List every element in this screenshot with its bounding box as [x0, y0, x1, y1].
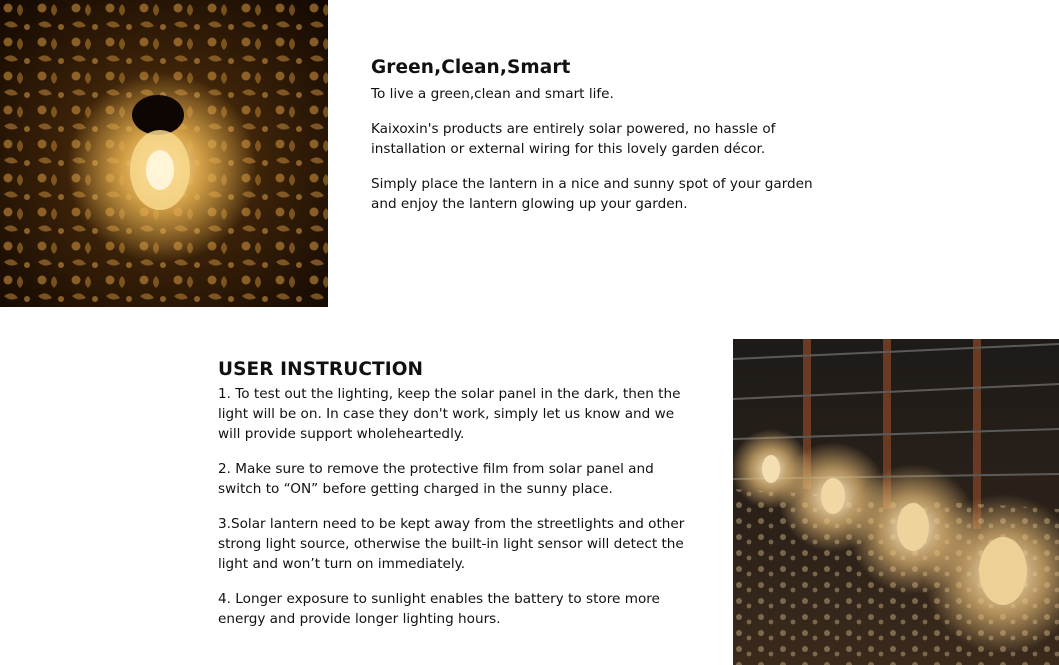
lantern-deck-image: [733, 339, 1059, 665]
instruction-step: 4. Longer exposure to sunlight enables the battery to store more energy and provide longer lighting hours.: [218, 591, 660, 627]
instruction-section-title: USER INSTRUCTION: [218, 359, 424, 380]
lantern-closeup-image: [0, 0, 328, 307]
instruction-step: 1. To test out the lighting, keep the solar panel in the dark, then the light will be on. In case they don't work, simply let us know and we will provide support wholeheartedly.: [218, 386, 681, 442]
instruction-step: 3.Solar lantern need to be kept away from the streetlights and other strong light source, otherwise the built-in light sensor will detect the light and won’t turn on immediately.: [218, 516, 685, 572]
green-section-paragraph: Kaixoxin's products are entirely solar powered, no hassle of installation or external wiring for this lovely garden décor.: [371, 121, 776, 157]
green-section-paragraph: To live a green,clean and smart life.: [371, 86, 614, 102]
green-section-title: Green,Clean,Smart: [371, 57, 571, 78]
lantern-pattern-closeup-photo: [0, 0, 328, 307]
green-section-paragraph: Simply place the lantern in a nice and sunny spot of your garden and enjoy the lantern glowing up your garden.: [371, 176, 813, 212]
lanterns-on-deck-photo: [733, 339, 1059, 665]
user-instruction-section: [218, 358, 698, 644]
instruction-step: 2. Make sure to remove the protective film from solar panel and switch to “ON” before getting charged in the sunny place.: [218, 461, 654, 497]
green-clean-smart-section: [371, 56, 841, 229]
